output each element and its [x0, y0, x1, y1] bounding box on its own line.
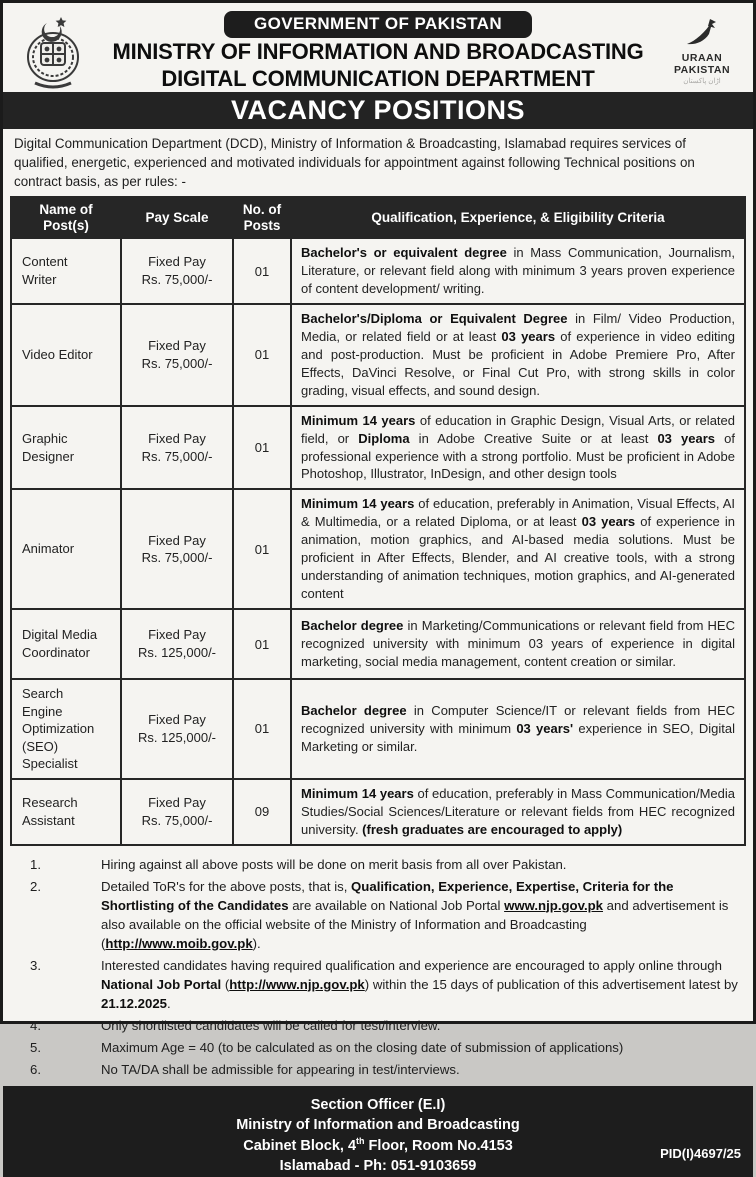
criteria-cell: Minimum 14 years of education in Graphic Design, Visual Arts, or related field, or Diploma in Adobe Creative Suite or at least 03 years of professional experience with a strong portfolio. Must be proficient in Adobe Photoshop, Illustrator, InDesign, and other design tools — [291, 406, 745, 490]
post-name-cell: Animator — [11, 489, 121, 609]
table-row — [11, 679, 745, 779]
posts-count-cell: 01 — [233, 489, 291, 609]
pay-scale-cell — [121, 779, 233, 845]
table-row — [11, 609, 745, 679]
pay-amount: Rs. 125,000/- — [137, 645, 217, 660]
note-text: Interested candidates having required qualification and experience are encouraged to apply online through National Job Portal (http://www.njp.gov.pk) within the 15 days of publication of this advertisement latest by 21.12.2025. — [101, 957, 738, 1011]
table-row — [11, 238, 745, 304]
column-header-criteria: Qualification, Experience, & Eligibility Criteria — [291, 197, 745, 238]
pay-amount: Rs. 75,000/- — [141, 550, 213, 566]
ministry-title: MINISTRY OF INFORMATION AND BROADCASTING — [112, 39, 644, 64]
footer-line-address: Cabinet Block, 4th Floor, Room No.4153 — [243, 1136, 513, 1154]
footer-line-phone: Islamabad - Ph: 051-9103659 — [279, 1158, 477, 1175]
pay-scale-cell — [121, 609, 233, 679]
criteria-cell: Minimum 14 years of education, preferably in Mass Communication/Media Studies/Social Sciences/Literature or relevant fields from HEC recognized university. (fresh graduates are encouraged to apply) — [291, 779, 745, 845]
department-title: DIGITAL COMMUNICATION DEPARTMENT — [161, 65, 595, 91]
pay-scale-cell — [121, 304, 233, 406]
posts-count-cell: 01 — [233, 238, 291, 304]
pay-type: Fixed Pay — [148, 338, 206, 354]
footer — [3, 1086, 753, 1177]
pay-type: Fixed Pay — [148, 430, 206, 446]
criteria-cell: Bachelor's or equivalent degree in Mass Communication, Journalism, Literature, or relevant field along with minimum 3 years proven experience of content development/ writing. — [291, 238, 745, 304]
uraan-logo-line1: URAAN — [681, 52, 723, 64]
note-item — [3, 956, 741, 1013]
posts-count-cell: 01 — [233, 406, 291, 490]
note-text: No TA/DA shall be admissible for appearing in test/interviews. — [101, 1061, 460, 1077]
uraan-logo-line2: PAKISTAN — [673, 64, 731, 77]
posts-count-cell: 01 — [233, 609, 291, 679]
post-name-cell: Research Assistant — [11, 779, 121, 845]
notes-list — [3, 846, 753, 1086]
government-banner: GOVERNMENT OF PAKISTAN — [224, 11, 532, 38]
posts-count-cell: 01 — [233, 304, 291, 406]
table-row — [11, 489, 745, 609]
pay-scale-cell — [121, 406, 233, 490]
post-name-cell: Video Editor — [11, 304, 121, 406]
criteria-cell: Bachelor degree in Marketing/Communications or relevant field from HEC recognized university with minimum 03 years of experience in digital marketing, social media management, content creation or similar. — [291, 609, 745, 679]
table-row — [11, 406, 745, 490]
criteria-cell: Minimum 14 years of education, preferably in Animation, Visual Effects, AI & Multimedia, or a related Diploma, or at least 03 years of experience in animation, motion graphics, and AI-based media solutions. Must be proficient in After Effects, Blender, and AI creative tools, with a strong understanding of animation techniques, motion graphics, and AI-generated content — [291, 489, 745, 609]
column-header-post: Name of Post(s) — [11, 197, 121, 238]
pid-number: PID(I)4697/25 — [660, 1146, 741, 1162]
posts-count-cell: 09 — [233, 779, 291, 845]
intro-paragraph: Digital Communication Department (DCD), Ministry of Information & Broadcasting, Islamabad requires services of qualified, energetic, experienced and motivated individuals for appointment against following Technical positions on contract basis, as per rules: - — [14, 136, 695, 190]
pay-scale-cell — [121, 679, 233, 779]
uraan-bird-icon — [683, 17, 721, 47]
pay-amount: Rs. 75,000/- — [141, 448, 213, 464]
header — [3, 3, 753, 92]
note-number: 3. — [30, 957, 41, 973]
column-header-no-of-posts: No. of Posts — [233, 197, 291, 238]
footer-line-officer: Section Officer (E.I) — [310, 1096, 446, 1113]
note-number: 1. — [30, 856, 41, 872]
column-header-pay-scale: Pay Scale — [121, 197, 233, 238]
note-number: 5. — [30, 1039, 41, 1055]
pay-type: Fixed Pay — [148, 532, 206, 548]
criteria-cell: Bachelor's/Diploma or Equivalent Degree in Film/ Video Production, Media, or related field or at least 03 years of experience in video editing and post-production. Must be proficient in Adobe Premiere Pro, After Effects, DaVinci Resolve, or Final Cut Pro, with strong skills in color grading, visual effects, and sound design. — [291, 304, 745, 406]
note-text: Hiring against all above posts will be done on merit basis from all over Pakistan. — [101, 856, 567, 872]
note-number: 6. — [30, 1061, 41, 1077]
footer-line-ministry: Ministry of Information and Broadcasting — [236, 1116, 520, 1133]
note-text: Detailed ToR's for the above posts, that is, Qualification, Experience, Expertise, Criteria for the Shortlisting of the Candidates are available on National Job Portal www.njp.gov.pk and advertisement is also available on the official website of the Ministry of Information and Broadcasting (http://www.moib.gov.pk). — [101, 878, 729, 951]
posts-count-cell: 01 — [233, 679, 291, 779]
vacancy-table — [10, 196, 746, 845]
pakistan-state-emblem-icon — [17, 9, 97, 96]
pay-amount: Rs. 75,000/- — [141, 272, 213, 288]
note-item — [3, 1060, 741, 1079]
table-row — [11, 304, 745, 406]
pay-amount: Rs. 75,000/- — [141, 812, 213, 828]
criteria-cell: Bachelor degree in Computer Science/IT or relevant fields from HEC recognized university with minimum 03 years' experience in SEO, Digital Marketing or similar. — [291, 679, 745, 779]
post-name-cell: Search Engine Optimization (SEO) Specialist — [11, 679, 121, 779]
note-number: 4. — [30, 1017, 41, 1033]
header-titles — [97, 9, 659, 92]
note-item — [3, 1016, 741, 1035]
note-item — [3, 1038, 741, 1057]
pay-scale-cell — [121, 238, 233, 304]
note-item — [3, 855, 741, 874]
table-row — [11, 779, 745, 845]
note-number: 2. — [30, 878, 41, 894]
post-name-cell: Content Writer — [11, 238, 121, 304]
post-name-cell: Graphic Designer — [11, 406, 121, 490]
vacancy-positions-banner: VACANCY POSITIONS — [3, 92, 753, 129]
note-item — [3, 877, 741, 953]
pay-type: Fixed Pay — [148, 254, 206, 270]
uraan-logo-tagline: اڑان پاکستان — [683, 78, 721, 86]
pay-amount: Rs. 75,000/- — [141, 355, 213, 371]
note-text: Only shortlisted candidates will be called for test/interview. — [101, 1017, 441, 1033]
pay-type: Fixed Pay — [148, 795, 206, 811]
post-name-cell: Digital Media Coordinator — [11, 609, 121, 679]
pay-scale-cell — [121, 489, 233, 609]
note-text: Maximum Age = 40 (to be calculated as on the closing date of submission of applications) — [101, 1039, 624, 1055]
uraan-pakistan-logo — [659, 9, 745, 85]
table-header-row — [11, 197, 745, 238]
pay-amount: Rs. 125,000/- — [137, 729, 217, 745]
pay-type: Fixed Pay — [148, 712, 206, 728]
pay-type: Fixed Pay — [148, 627, 206, 643]
